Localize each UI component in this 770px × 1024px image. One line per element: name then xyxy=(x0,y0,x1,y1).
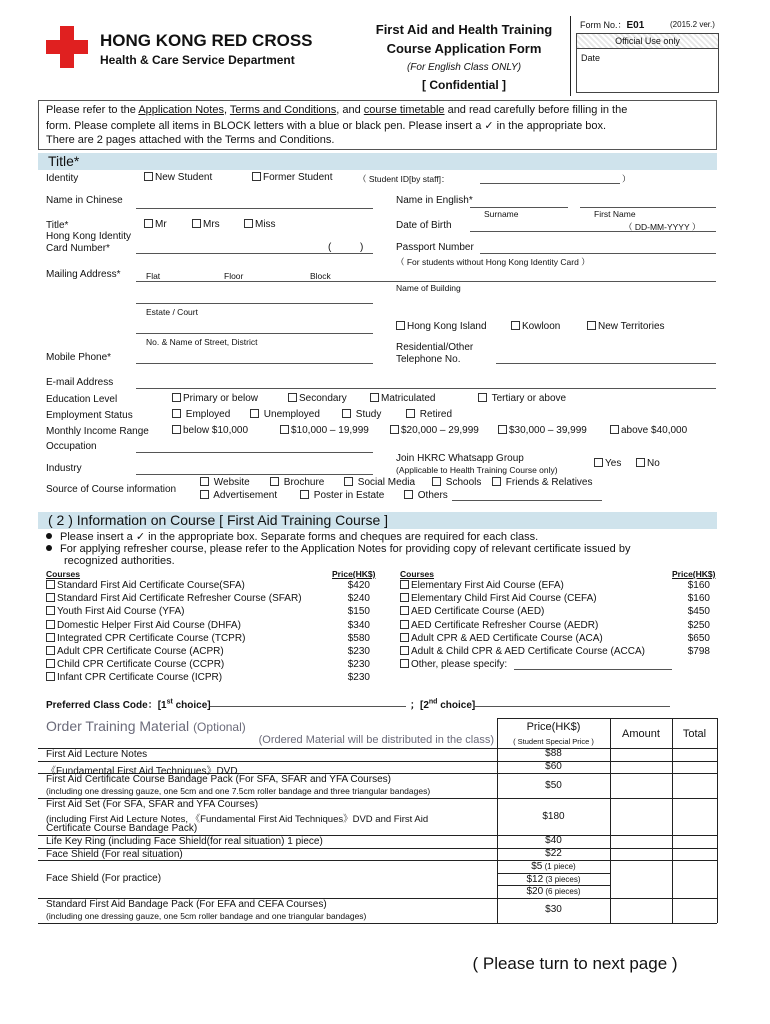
course-checkbox[interactable] xyxy=(400,659,409,668)
passport-field[interactable] xyxy=(480,253,716,254)
timetable-link[interactable]: course timetable xyxy=(363,104,445,116)
src-poster-checkbox[interactable] xyxy=(300,490,309,499)
email-field[interactable] xyxy=(136,388,716,389)
section-2-title: ( 2 ) Information on Course [ First Aid Training Course ] xyxy=(48,512,389,528)
order-item-text: Standard First Aid Bandage Pack (For EFA and CEFA Courses) xyxy=(46,898,327,910)
study-checkbox[interactable] xyxy=(342,409,351,418)
course-name: Integrated CPR Certificate Course (TCPR) xyxy=(57,632,246,644)
src-others-checkbox[interactable] xyxy=(404,490,413,499)
retired-checkbox[interactable] xyxy=(406,409,415,418)
course-price: $230 xyxy=(347,659,370,671)
intro-line-1: Please refer to the Application Notes, Terms and Conditions, and course timetable and read carefully before filling in the xyxy=(46,104,628,116)
second-choice-label: ；[2nd choice] xyxy=(410,698,476,711)
order-amount-cell[interactable] xyxy=(611,849,671,860)
order-item-price: $22 xyxy=(545,847,562,859)
occupation-label: Occupation xyxy=(46,441,97,452)
course-name: Infant CPR Certificate Course (ICPR) xyxy=(57,672,223,684)
block-label: Block xyxy=(310,271,331,281)
official-use-box xyxy=(576,33,719,93)
order-item-price: $30 xyxy=(545,904,562,915)
course-name: Elementary Child First Aid Course (CEFA) xyxy=(411,593,597,605)
order-item-text: 《Fundamental First Aid Techniques》DVD xyxy=(46,765,238,777)
course-checkbox[interactable] xyxy=(46,580,55,589)
course-option-right-2[interactable] xyxy=(400,606,544,617)
src-advert-option[interactable]: Advertisement xyxy=(200,490,277,501)
order-amount-cell[interactable] xyxy=(611,762,671,773)
course-name: Youth First Aid Course (YFA) xyxy=(57,606,185,618)
whatsapp-no-option[interactable]: No xyxy=(636,458,660,469)
order-amount-cell[interactable] xyxy=(611,899,671,922)
surname-label: Surname xyxy=(484,209,519,219)
employment-label: Employment Status xyxy=(46,410,133,421)
income-3-checkbox[interactable] xyxy=(390,425,399,434)
form-no-value: E01 xyxy=(626,20,645,31)
form-version: (2015.2 ver.) xyxy=(670,20,715,29)
course-option-left-4[interactable] xyxy=(46,633,245,644)
course-price: $450 xyxy=(687,606,710,618)
intro-line-2: form. Please complete all items in BLOCK letters with a blue or black pen. Please insert a ✓ in the appropriate box. xyxy=(46,120,607,132)
course-name: Standard First Aid Certificate Refresher Course (SFAR) xyxy=(57,593,302,605)
order-total-cell[interactable] xyxy=(673,799,716,834)
edu-tertiary-checkbox[interactable] xyxy=(478,393,487,402)
second-choice-field[interactable] xyxy=(474,706,670,707)
form-no-label: Form No.： xyxy=(580,20,627,30)
whatsapp-label-1: Join HKRC Whatsapp Group xyxy=(396,453,524,464)
course-option-left-7[interactable] xyxy=(46,672,222,683)
right-border xyxy=(717,718,718,923)
order-item-text: (including First Aid Lecture Notes, 《Fundamental First Aid Techniques》DVD and First Aid xyxy=(46,814,429,825)
order-item-price: $60 xyxy=(545,760,562,772)
course-price: $340 xyxy=(347,619,370,631)
course-name: Child CPR Certificate Course (CCPR) xyxy=(57,659,225,671)
order-item-text: Life Key Ring (including Face Shield(for real situation) 1 piece) xyxy=(46,836,323,847)
course-bullet-2: For applying refresher course, please refer to the Application Notes for providing copy of relevant certificate issued by xyxy=(46,543,630,555)
course-checkbox[interactable] xyxy=(46,620,55,629)
mobile-label: Mobile Phone* xyxy=(46,352,112,363)
industry-field[interactable] xyxy=(136,474,373,475)
src-brochure-checkbox[interactable] xyxy=(270,477,279,486)
name-english-label: Name in English* xyxy=(396,195,473,206)
price-header: Price(HK$) xyxy=(526,721,581,733)
order-total-cell[interactable] xyxy=(673,749,716,760)
hkid-field[interactable] xyxy=(136,253,373,254)
study-option[interactable]: Study xyxy=(342,409,381,420)
building-label: Name of Building xyxy=(396,283,461,293)
order-note: (Ordered Material will be distributed in the class) xyxy=(258,734,494,746)
order-amount-cell[interactable] xyxy=(611,861,671,897)
course-option-right-3[interactable] xyxy=(400,620,598,631)
email-label: E-mail Address xyxy=(46,377,114,388)
mr-option[interactable]: Mr xyxy=(144,219,167,230)
passport-label: Passport Number xyxy=(396,242,474,253)
course-price: $230 xyxy=(347,646,370,657)
courses-header-left: Courses xyxy=(46,569,81,579)
whatsapp-yes-checkbox[interactable] xyxy=(594,458,603,467)
total-header: Total xyxy=(682,728,707,740)
course-name: Standard First Aid Certificate Course(SFA) xyxy=(57,580,245,591)
income-2-option[interactable]: $10,000 – 19,999 xyxy=(280,425,369,436)
order-amount-cell[interactable] xyxy=(611,799,671,834)
employed-checkbox[interactable] xyxy=(172,409,181,418)
income-5-checkbox[interactable] xyxy=(610,425,619,434)
mr-checkbox[interactable] xyxy=(144,219,153,228)
price-header-right: Price(HK$) xyxy=(672,569,716,579)
org-name: HONG KONG RED CROSS xyxy=(100,31,313,50)
order-amount-cell[interactable] xyxy=(611,774,671,797)
course-price: $230 xyxy=(347,672,370,684)
sub-row-line xyxy=(497,873,610,874)
header-top-line xyxy=(497,718,717,719)
whatsapp-no-checkbox[interactable] xyxy=(636,458,645,467)
edu-secondary-option[interactable]: Secondary xyxy=(288,393,347,404)
course-name: AED Certificate Course (AED) xyxy=(411,606,545,618)
date-label: Date xyxy=(581,53,601,63)
course-checkbox[interactable] xyxy=(400,633,409,642)
order-total-cell[interactable] xyxy=(673,861,716,897)
course-option-left-1[interactable] xyxy=(46,593,302,604)
nt-option[interactable]: New Territories xyxy=(587,321,665,332)
price-subheader: ( Student Special Price ) xyxy=(513,737,594,746)
kowloon-checkbox[interactable] xyxy=(511,321,520,330)
course-price: $250 xyxy=(687,619,710,631)
course-bullet-1: Please insert a ✓ in the appropriate box. Separate forms and cheques are required for each class. xyxy=(46,530,538,543)
income-2-checkbox[interactable] xyxy=(280,425,289,434)
occupation-field[interactable] xyxy=(136,452,373,453)
section-1-bar xyxy=(38,153,717,170)
order-total-cell[interactable] xyxy=(673,762,716,773)
new-student-checkbox[interactable] xyxy=(144,172,153,181)
industry-label: Industry xyxy=(46,463,82,474)
src-advert-checkbox[interactable] xyxy=(200,490,209,499)
course-option-left-6[interactable] xyxy=(46,659,224,670)
application-notes-link[interactable]: Application Notes xyxy=(138,104,224,116)
order-total-cell[interactable] xyxy=(673,836,716,847)
order-item-text: (including one dressing gauze, one 5cm and one 7.5cm roller bandage and three triangular bandages) xyxy=(46,786,431,796)
course-option-right-4[interactable] xyxy=(400,633,603,644)
first-name-label: First Name xyxy=(594,209,636,219)
order-item-text: Face Shield (For real situation) xyxy=(46,848,183,860)
hkid-label-2: Card Number* xyxy=(46,243,110,254)
order-item-text: Certificate Course Bandage Pack) xyxy=(46,823,198,834)
former-student-option[interactable]: Former Student xyxy=(252,172,332,183)
course-option-left-2[interactable] xyxy=(46,606,184,617)
course-option-right-1[interactable] xyxy=(400,593,597,604)
address-line-3[interactable] xyxy=(136,333,373,334)
whatsapp-yes-option[interactable]: Yes xyxy=(594,458,621,469)
edu-tertiary-option[interactable]: Tertiary or above xyxy=(478,393,566,404)
course-name: Domestic Helper First Aid Course (DHFA) xyxy=(57,619,241,631)
course-checkbox[interactable] xyxy=(400,606,409,615)
form-title-2: Course Application Form xyxy=(386,41,542,56)
order-item-text: Face Shield (For practice) xyxy=(46,872,162,884)
edu-matric-option[interactable]: Matriculated xyxy=(370,393,435,404)
src-friends-checkbox[interactable] xyxy=(492,477,501,486)
dob-format: （ DD-MM-YYYY ） xyxy=(624,222,701,232)
order-item-price: $88 xyxy=(545,748,562,760)
course-price: $798 xyxy=(687,646,710,657)
course-price: $420 xyxy=(347,580,370,591)
income-4-checkbox[interactable] xyxy=(498,425,507,434)
dept-name: Health & Care Service Department xyxy=(100,53,295,67)
src-schools-checkbox[interactable] xyxy=(432,477,441,486)
src-poster-option[interactable]: Poster in Estate xyxy=(300,490,384,501)
order-item-price: $180 xyxy=(542,810,565,822)
surname-field[interactable] xyxy=(470,207,568,208)
order-item-price: $5 (1 piece) xyxy=(531,861,576,872)
income-label: Monthly Income Range xyxy=(46,426,149,437)
income-1-option[interactable]: below $10,000 xyxy=(172,425,248,436)
amount-header: Amount xyxy=(622,728,660,740)
student-id-field[interactable] xyxy=(480,183,620,184)
course-checkbox[interactable] xyxy=(400,580,409,589)
mrs-checkbox[interactable] xyxy=(192,219,201,228)
income-5-option[interactable]: above $40,000 xyxy=(610,425,687,436)
price-header-left: Price(HK$) xyxy=(332,569,376,579)
course-price: $650 xyxy=(687,632,710,644)
title-label: Title* xyxy=(46,220,69,231)
course-price: $580 xyxy=(347,632,370,644)
course-checkbox[interactable] xyxy=(46,593,55,602)
other-course-field[interactable] xyxy=(514,669,672,670)
order-total-cell[interactable] xyxy=(673,899,716,922)
course-option-left-5[interactable] xyxy=(46,646,224,657)
order-item-text: (including one dressing gauze, one 5cm roller bandage and one triangular bandages) xyxy=(46,910,367,921)
order-amount-cell[interactable] xyxy=(611,836,671,847)
next-page-note: ( Please turn to next page ) xyxy=(472,954,678,973)
order-item-price: $50 xyxy=(545,779,562,791)
source-label: Source of Course information xyxy=(46,484,177,495)
residential-label-1: Residential/Other xyxy=(396,342,474,353)
preferred-class-code: Preferred Class Code：[1st choice] xyxy=(46,698,211,711)
floor-label: Floor xyxy=(224,271,244,281)
order-item-text: First Aid Set (For SFA, SFAR and YFA Courses) xyxy=(46,799,259,810)
unemployed-checkbox[interactable] xyxy=(250,409,259,418)
src-social-option[interactable]: Social Media xyxy=(344,477,415,488)
course-option-left-0[interactable] xyxy=(46,580,245,591)
edu-matric-checkbox[interactable] xyxy=(370,393,379,402)
flat-label: Flat xyxy=(146,271,161,281)
section-1-title: Title* xyxy=(48,153,80,169)
course-name: Adult & Child CPR & AED Certificate Course (ACCA) xyxy=(411,646,645,657)
hkid-paren-right: ) xyxy=(360,242,364,253)
src-others-field[interactable] xyxy=(452,500,602,501)
course-checkbox[interactable] xyxy=(400,646,409,655)
src-friends-option[interactable]: Friends & Relatives xyxy=(492,477,592,488)
order-title: Order Training Material (Optional) xyxy=(46,718,246,734)
nt-checkbox[interactable] xyxy=(587,321,596,330)
edu-primary-checkbox[interactable] xyxy=(172,393,181,402)
src-website-option[interactable]: Website xyxy=(200,477,250,488)
residential-field[interactable] xyxy=(496,363,716,364)
address-line-1[interactable] xyxy=(136,281,716,282)
form-title-1: First Aid and Health Training xyxy=(375,22,553,37)
course-option-right-6[interactable] xyxy=(400,659,507,670)
retired-option[interactable]: Retired xyxy=(406,409,452,420)
income-4-option[interactable]: $30,000 – 39,999 xyxy=(498,425,587,436)
first-choice-field[interactable] xyxy=(210,706,406,707)
courses-header-right: Courses xyxy=(400,569,435,579)
student-id-end: ） xyxy=(622,174,631,184)
course-checkbox[interactable] xyxy=(400,620,409,629)
former-student-checkbox[interactable] xyxy=(252,172,261,181)
miss-option[interactable]: Miss xyxy=(244,219,276,230)
name-chinese-field[interactable] xyxy=(136,208,373,209)
src-website-checkbox[interactable] xyxy=(200,477,209,486)
course-name: Other, please specify: xyxy=(411,659,508,671)
whatsapp-label-2: (Applicable to Health Training Course only) xyxy=(396,465,558,475)
kowloon-option[interactable]: Kowloon xyxy=(511,321,560,332)
new-student-option[interactable]: New Student xyxy=(144,172,212,183)
course-price: $240 xyxy=(347,593,370,605)
edu-primary-option[interactable]: Primary or below xyxy=(172,393,258,404)
sub-row-line xyxy=(497,885,610,886)
order-item-text: First Aid Lecture Notes xyxy=(46,749,148,760)
course-name: Adult CPR & AED Certificate Course (ACA) xyxy=(411,632,603,644)
name-chinese-label: Name in Chinese xyxy=(46,195,123,206)
edu-secondary-checkbox[interactable] xyxy=(288,393,297,402)
table-bottom-line xyxy=(38,923,717,924)
hk-island-option[interactable]: Hong Kong Island xyxy=(396,321,487,332)
estate-label: Estate / Court xyxy=(146,307,198,317)
form-no xyxy=(580,18,644,31)
hk-island-checkbox[interactable] xyxy=(396,321,405,330)
order-total-cell[interactable] xyxy=(673,849,716,860)
course-name: Adult CPR Certificate Course (ACPR) xyxy=(57,646,224,657)
income-1-checkbox[interactable] xyxy=(172,425,181,434)
course-checkbox[interactable] xyxy=(46,672,55,681)
course-name: AED Certificate Refresher Course (AEDR) xyxy=(411,619,599,631)
course-bullet-2b: recognized authorities. xyxy=(64,555,175,567)
dob-label: Date of Birth xyxy=(396,220,452,231)
student-id-label: （ Student ID[by staff]： xyxy=(358,174,450,184)
course-checkbox[interactable] xyxy=(46,633,55,642)
hkid-paren-left: ( xyxy=(328,242,332,253)
course-checkbox[interactable] xyxy=(400,593,409,602)
order-total-cell[interactable] xyxy=(673,774,716,797)
identity-label: Identity xyxy=(46,173,79,184)
order-item-price: $40 xyxy=(545,835,562,847)
street-label: No. & Name of Street, District xyxy=(146,337,258,347)
order-item-price: $20 (6 pieces) xyxy=(526,886,581,897)
employed-option[interactable]: Employed xyxy=(172,409,230,420)
course-name: Elementary First Aid Course (EFA) xyxy=(411,580,564,591)
education-label: Education Level xyxy=(46,394,118,405)
course-checkbox[interactable] xyxy=(46,659,55,668)
course-option-right-5[interactable] xyxy=(400,646,645,657)
mailing-label: Mailing Address* xyxy=(46,269,121,280)
mrs-option[interactable]: Mrs xyxy=(192,219,220,230)
course-price: $150 xyxy=(347,606,370,618)
course-checkbox[interactable] xyxy=(46,646,55,655)
src-brochure-option[interactable]: Brochure xyxy=(270,477,324,488)
course-option-right-0[interactable] xyxy=(400,580,564,591)
passport-note: （ For students without Hong Kong Identity Card ） xyxy=(396,257,590,267)
order-item-price: $12 (3 pieces) xyxy=(526,873,581,885)
first-name-field[interactable] xyxy=(580,207,716,208)
address-line-2[interactable] xyxy=(136,303,373,304)
src-others-option[interactable]: Others xyxy=(404,490,448,501)
official-use-label: Official Use only xyxy=(577,34,718,49)
src-schools-option[interactable]: Schools xyxy=(432,477,481,488)
unemployed-option[interactable]: Unemployed xyxy=(250,409,320,420)
header-divider xyxy=(570,16,571,96)
hkid-label-1: Hong Kong Identity xyxy=(46,231,132,242)
red-cross-logo-bar xyxy=(46,40,88,54)
order-amount-cell[interactable] xyxy=(611,749,671,760)
form-subtitle: (For English Class ONLY) xyxy=(406,62,522,73)
income-3-option[interactable]: $20,000 – 29,999 xyxy=(390,425,479,436)
order-item-text: First Aid Certificate Course Bandage Pack (For SFA, SFAR and YFA Courses) xyxy=(46,774,391,785)
mobile-field[interactable] xyxy=(136,363,373,364)
course-option-left-3[interactable] xyxy=(46,620,241,631)
course-checkbox[interactable] xyxy=(46,606,55,615)
course-price: $160 xyxy=(687,593,710,605)
course-price: $160 xyxy=(687,580,710,591)
confidential-label: [ Confidential ] xyxy=(422,78,506,92)
miss-checkbox[interactable] xyxy=(244,219,253,228)
intro-line-3: There are 2 pages attached with the Terms and Conditions. xyxy=(46,134,335,146)
residential-label-2: Telephone No. xyxy=(396,354,461,365)
terms-link[interactable]: Terms and Conditions xyxy=(229,104,337,116)
src-social-checkbox[interactable] xyxy=(344,477,353,486)
